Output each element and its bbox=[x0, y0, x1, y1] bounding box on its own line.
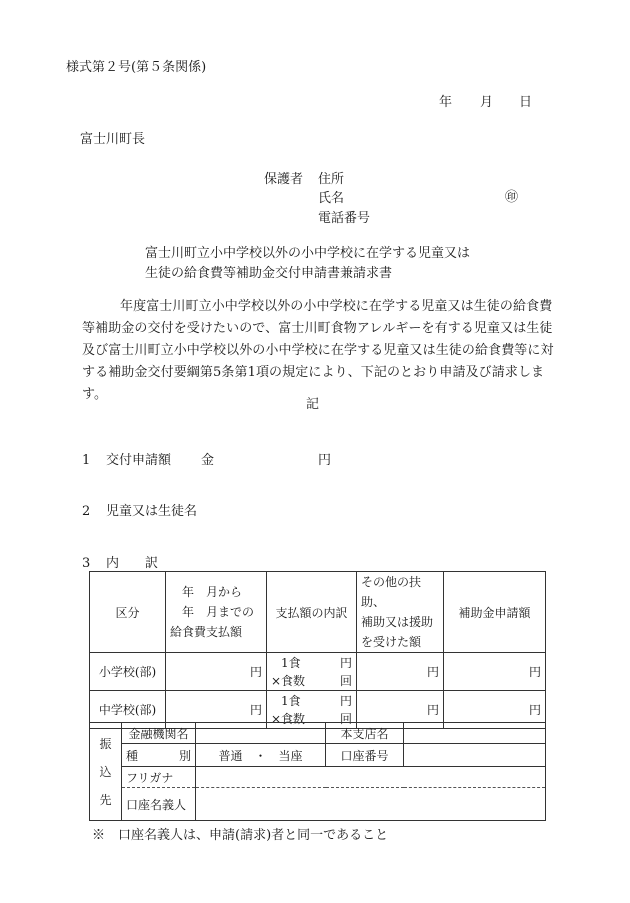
header-period-line-2: 年 月までの bbox=[182, 605, 255, 619]
form-number: 様式第２号(第５条関係) bbox=[66, 60, 207, 75]
header-subsidy: 補助金申請額 bbox=[444, 572, 546, 653]
name-label: 氏名 bbox=[318, 191, 345, 206]
item-2-number: 2 bbox=[82, 504, 91, 519]
account-number-label: 口座番号 bbox=[326, 744, 404, 767]
row-subsidy-yen: 円 bbox=[444, 653, 546, 691]
bank-row bbox=[90, 723, 546, 744]
per-meal-line bbox=[271, 654, 352, 672]
bank-name-label: 金融機関名 bbox=[122, 723, 196, 744]
side-char-1: 振 bbox=[99, 736, 112, 751]
guardian-label: 保護者 bbox=[264, 172, 304, 187]
header-kubun: 区分 bbox=[90, 572, 166, 653]
header-other-line-1: その他の扶助、 bbox=[361, 575, 422, 609]
item-1-kin: 金 bbox=[201, 453, 215, 468]
type-char-2: 別 bbox=[178, 748, 191, 763]
date-month: 月 bbox=[480, 95, 494, 110]
account-holder-label: 口座名義人 bbox=[122, 788, 196, 821]
table-row bbox=[90, 653, 546, 691]
item-1-yen: 円 bbox=[318, 453, 332, 468]
account-type-row bbox=[90, 744, 546, 767]
header-period bbox=[166, 572, 267, 653]
per-meal-label: 1食 bbox=[281, 655, 301, 670]
meal-count-unit: 回 bbox=[339, 673, 352, 688]
row-label: 中学校(部) bbox=[90, 691, 166, 729]
meal-count-label: ×食数 bbox=[271, 673, 306, 688]
header-other-line-3: を受けた額 bbox=[361, 635, 422, 649]
row-yen-cell: 円 bbox=[166, 653, 267, 691]
header-period-line-3: 給食費支払額 bbox=[170, 625, 243, 639]
header-period-line-1: 年 月から bbox=[182, 585, 243, 599]
account-type-label bbox=[122, 744, 196, 767]
row-payment-detail bbox=[267, 653, 357, 691]
per-meal-label: 1食 bbox=[281, 693, 301, 708]
account-holder-row bbox=[90, 788, 546, 821]
header-other-line-2: 補助又は援助 bbox=[361, 615, 434, 629]
address-label: 住所 bbox=[318, 172, 345, 187]
account-number-value bbox=[404, 744, 546, 767]
account-holder-note: ※ 口座名義人は、申請(請求)者と同一であること bbox=[92, 828, 389, 843]
furigana-value bbox=[196, 767, 546, 788]
side-char-3: 先 bbox=[99, 792, 112, 807]
item-1-label: 交付申請額 bbox=[106, 453, 172, 468]
ki-heading: 記 bbox=[306, 397, 320, 412]
per-meal-line bbox=[271, 692, 352, 710]
row-subsidy-yen: 円 bbox=[444, 691, 546, 729]
recipient: 富士川町長 bbox=[80, 132, 146, 147]
transfer-side-label bbox=[90, 723, 122, 821]
meal-count-line bbox=[271, 672, 352, 690]
title-line-2: 生徒の給食費等補助金交付申請書兼請求書 bbox=[145, 266, 393, 281]
account-type-value: 普通 ・ 当座 bbox=[196, 744, 326, 767]
header-payment-detail: 支払額の内訳 bbox=[267, 572, 357, 653]
item-3-number: 3 bbox=[82, 556, 91, 571]
bank-name-value bbox=[196, 723, 326, 744]
furigana-label: フリガナ bbox=[122, 767, 196, 788]
type-char-1: 種 bbox=[126, 748, 139, 763]
date-year: 年 bbox=[439, 95, 453, 110]
item-1-number: 1 bbox=[82, 453, 91, 468]
title-line-1: 富士川町立小中学校以外の小中学校に在学する児童又は bbox=[145, 246, 471, 261]
item-3-label: 内 訳 bbox=[106, 556, 159, 571]
header-other-aid bbox=[357, 572, 444, 653]
row-other-aid-yen: 円 bbox=[357, 691, 444, 729]
row-other-aid-yen: 円 bbox=[357, 653, 444, 691]
seal-mark: ㊞ bbox=[505, 190, 519, 205]
meal-count-label: ×食数 bbox=[271, 711, 306, 726]
side-char-2: 込 bbox=[99, 764, 112, 779]
row-label: 小学校(部) bbox=[90, 653, 166, 691]
branch-label: 本支店名 bbox=[326, 723, 404, 744]
meal-count-unit: 回 bbox=[339, 711, 352, 726]
per-meal-yen: 円 bbox=[339, 693, 352, 708]
body-paragraph: 年度富士川町立小中学校以外の小中学校に在学する児童又は生徒の給食費等補助金の交付を受けたいので、富士川町食物アレルギーを有する児童又は生徒及び富士川町立小中学校以外の小中学校に在学する児童又は生徒の給食費等に対する補助金交付要綱第5条第1項の規定により、下記のとおり申請及び請求します。 bbox=[82, 299, 554, 402]
per-meal-yen: 円 bbox=[339, 655, 352, 670]
branch-value bbox=[404, 723, 546, 744]
date-day: 日 bbox=[519, 95, 533, 110]
breakdown-table bbox=[89, 571, 546, 729]
bank-table bbox=[89, 722, 546, 821]
account-holder-value bbox=[196, 788, 546, 821]
item-2-label: 児童又は生徒名 bbox=[106, 504, 198, 519]
phone-label: 電話番号 bbox=[318, 211, 371, 226]
breakdown-header-row bbox=[90, 572, 546, 653]
row-yen-cell: 円 bbox=[166, 691, 267, 729]
furigana-row bbox=[90, 767, 546, 788]
